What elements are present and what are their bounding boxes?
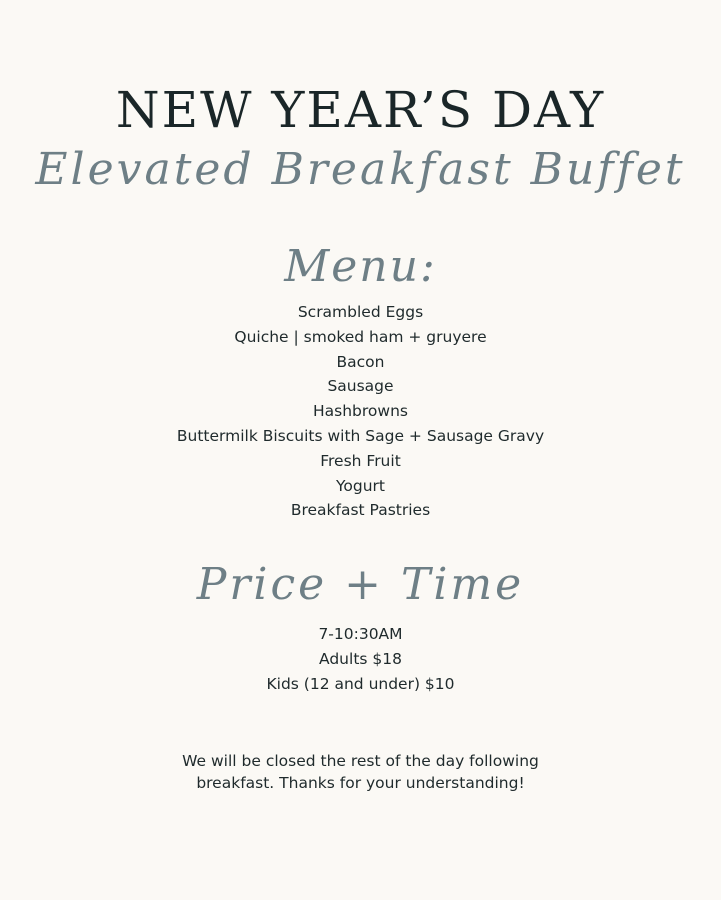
menu-item-bacon: Bacon [336,352,385,371]
adult-price-text: Adults $18 [319,650,402,668]
menu-item-sausage: Sausage [327,377,394,396]
closing-note-line-1: We will be closed the rest of the day following [182,752,539,770]
menu-item-yogurt: Yogurt [335,476,385,495]
price-time-list [0,622,721,697]
menu-heading: Menu: [284,241,437,292]
menu-item-pastries: Breakfast Pastries [290,501,431,520]
menu-item-fresh-fruit: Fresh Fruit [320,451,401,470]
closing-note [0,750,721,794]
price-time-heading: Price + Time [196,559,525,610]
kids-price-text: Kids (12 and under) $10 [266,675,455,693]
menu-item-scrambled-eggs: Scrambled Eggs [297,303,424,321]
hours-text: 7-10:30AM [318,625,403,643]
menu-item-quiche: Quiche | smoked ham + gruyere [234,327,487,346]
closing-note-line-2: breakfast. Thanks for your understanding! [196,774,525,792]
menu-item-biscuits: Buttermilk Biscuits with Sage + Sausage Gravy [176,426,545,445]
menu-item-hashbrowns: Hashbrowns [313,402,408,421]
page-subtitle: Elevated Breakfast Buffet [35,144,686,195]
page-title: NEW YEAR’S DAY [115,81,606,139]
menu-list [0,300,721,523]
